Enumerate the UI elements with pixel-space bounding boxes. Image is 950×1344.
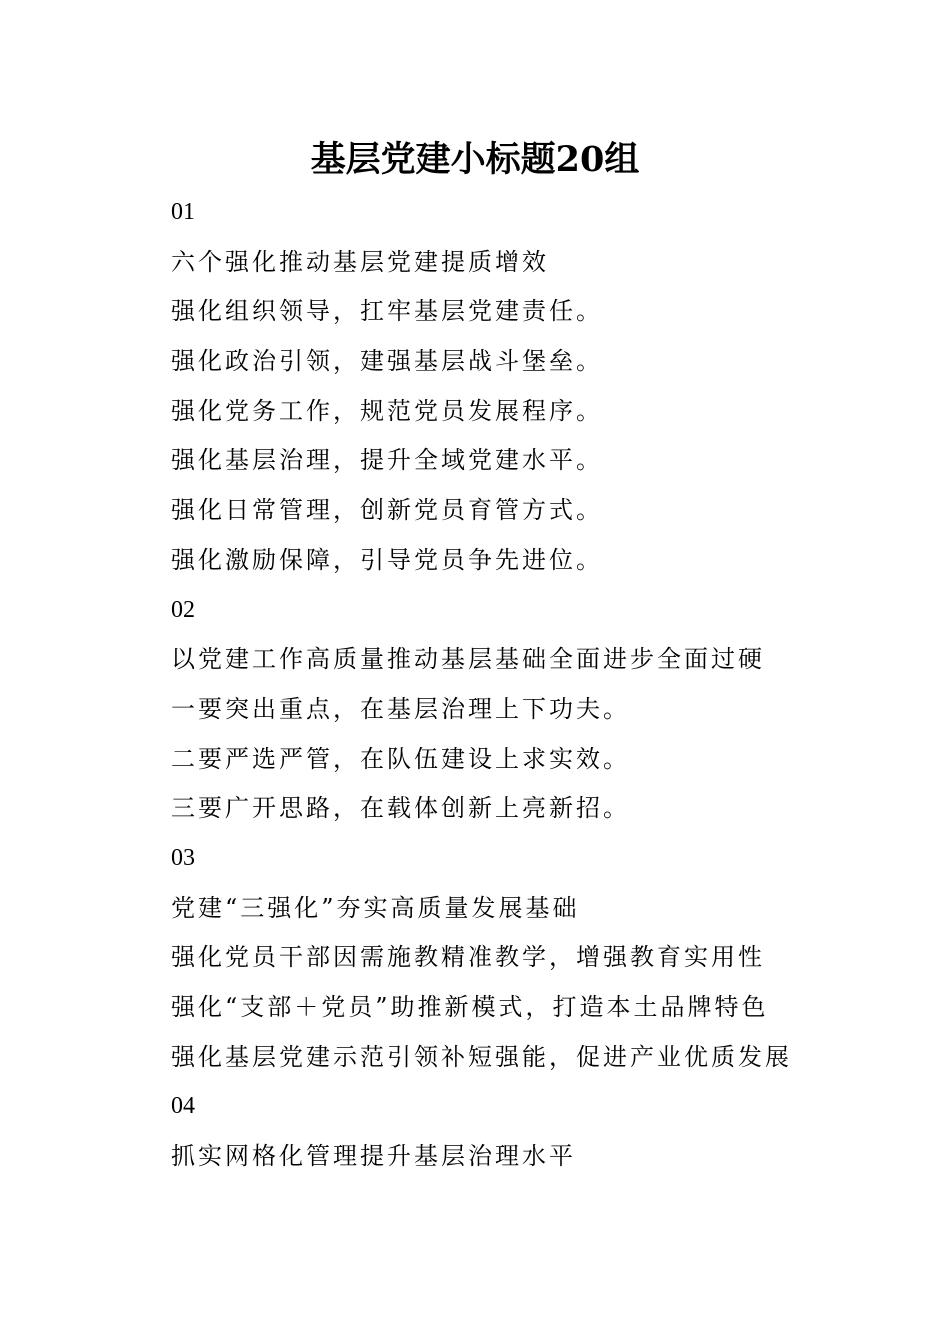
section-item: 一要突出重点，在基层治理上下功夫。 xyxy=(171,694,630,723)
section-number: 01 xyxy=(171,199,195,225)
section-item: 强化激励保障，引导党员争先进位。 xyxy=(171,545,603,574)
section-item: 强化日常管理，创新党员育管方式。 xyxy=(171,496,603,525)
section-item: 强化党务工作，规范党员发展程序。 xyxy=(171,396,603,425)
section-heading: 以党建工作高质量推动基层基础全面进步全面过硬 xyxy=(171,645,765,674)
section-item: 二要严选严管，在队伍建设上求实效。 xyxy=(171,744,630,773)
section-heading: 党建“三强化”夯实高质量发展基础 xyxy=(171,893,580,922)
section-item: 强化基层党建示范引领补短强能，促进产业优质发展 xyxy=(171,1042,792,1071)
document-body xyxy=(171,188,871,1182)
section-item: 强化基层治理，提升全域党建水平。 xyxy=(171,446,603,475)
section-number: 04 xyxy=(171,1093,195,1120)
section-heading: 六个强化推动基层党建提质增效 xyxy=(171,247,549,276)
section-heading: 抓实网格化管理提升基层治理水平 xyxy=(171,1142,576,1171)
section-item: 三要广开思路，在载体创新上亮新招。 xyxy=(171,794,630,823)
section-number: 02 xyxy=(171,596,195,623)
section-item: 强化党员干部因需施教精准教学，增强教育实用性 xyxy=(171,943,765,972)
section-item: 强化“支部＋党员”助推新模式，打造本土品牌特色 xyxy=(171,993,769,1021)
section-item: 强化组织领导，扛牢基层党建责任。 xyxy=(171,297,603,326)
section-number: 03 xyxy=(171,844,195,871)
section-item: 强化政治引领，建强基层战斗堡垒。 xyxy=(171,347,603,376)
document-title: 基层党建小标题20组 xyxy=(310,139,640,180)
